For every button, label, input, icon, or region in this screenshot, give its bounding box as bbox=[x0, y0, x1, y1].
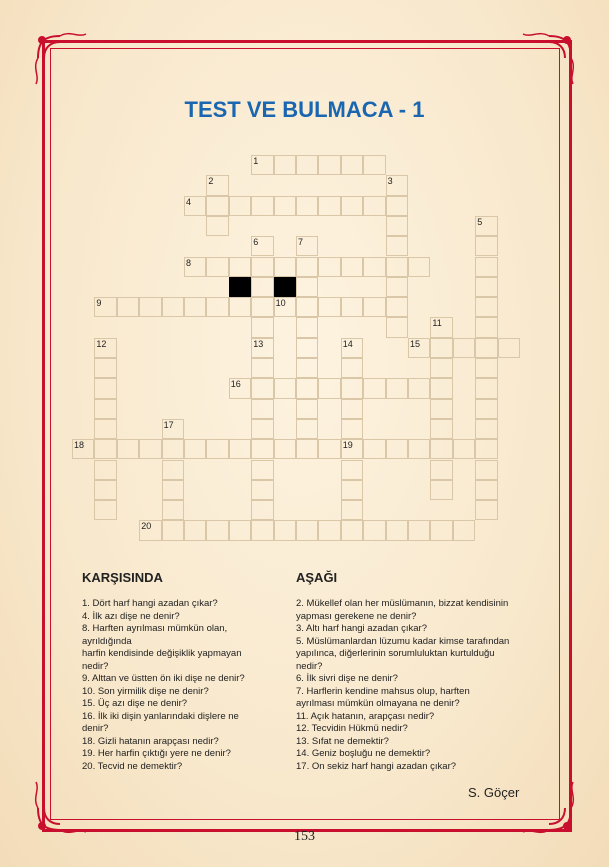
crossword-cell bbox=[251, 378, 273, 398]
crossword-cell bbox=[386, 439, 408, 459]
crossword-clue-number: 16 bbox=[230, 379, 241, 390]
clue-line: yapılınca, diğerlerinin sorumluluktan kurtulduğu bbox=[296, 648, 495, 659]
crossword-cell bbox=[430, 520, 452, 540]
crossword-cell bbox=[274, 520, 296, 540]
crossword-cell bbox=[475, 338, 497, 358]
across-header: KARŞISINDA bbox=[82, 570, 163, 585]
clue-line: nedir? bbox=[296, 660, 323, 672]
page-number: 153 bbox=[294, 829, 315, 844]
crossword-clue-number: 4 bbox=[186, 196, 192, 207]
crossword-cell bbox=[206, 257, 228, 277]
clue-line: ayrılması mümkün olmayana ne denir? bbox=[296, 698, 460, 709]
crossword-cell bbox=[94, 480, 116, 500]
crossword-cell bbox=[296, 297, 318, 317]
clue-line: 20. Tecvid ne demektir? bbox=[82, 760, 183, 772]
crossword-cell bbox=[363, 520, 385, 540]
crossword-cell bbox=[341, 460, 363, 480]
crossword-cell bbox=[318, 439, 340, 459]
crossword-cell bbox=[139, 439, 161, 459]
across-clues bbox=[82, 598, 245, 773]
crossword-clue-number: 17 bbox=[163, 419, 174, 430]
clue-line: 8. Harften ayrılması mümkün olan, bbox=[82, 623, 228, 634]
crossword-cell bbox=[274, 155, 296, 175]
clue-line: ayrıldığında bbox=[82, 635, 132, 647]
author-signature: S. Göçer bbox=[468, 785, 520, 800]
crossword-cell bbox=[296, 317, 318, 337]
crossword-cell bbox=[475, 419, 497, 439]
crossword-clue-number: 14 bbox=[342, 338, 353, 349]
clue-line: 18. Gizli hatanın arapçası nedir? bbox=[82, 735, 219, 747]
crossword-cell bbox=[386, 378, 408, 398]
clue-line: 15. Üç azı dişe ne denir? bbox=[82, 698, 188, 709]
crossword-cell bbox=[229, 439, 251, 459]
crossword-cell bbox=[296, 399, 318, 419]
clue-line: 17. On sekiz harf hangi azadan çıkar? bbox=[296, 760, 457, 772]
clue-line: 19. Her harfin çıktığı yere ne denir? bbox=[82, 748, 231, 759]
crossword-cell bbox=[475, 277, 497, 297]
crossword-cell bbox=[386, 236, 408, 256]
crossword-cell bbox=[296, 439, 318, 459]
crossword-cell bbox=[386, 196, 408, 216]
crossword-cell bbox=[341, 378, 363, 398]
crossword-cell bbox=[475, 460, 497, 480]
crossword-cell bbox=[318, 520, 340, 540]
crossword-cell bbox=[274, 378, 296, 398]
crossword-cell bbox=[318, 378, 340, 398]
crossword-cell bbox=[408, 257, 430, 277]
crossword-cell bbox=[184, 439, 206, 459]
crossword-cell bbox=[363, 439, 385, 459]
crossword-cell bbox=[363, 297, 385, 317]
clue-line: 7. Harflerin kendine mahsus olup, harften bbox=[296, 685, 470, 697]
crossword-cell bbox=[475, 500, 497, 520]
crossword-cell bbox=[229, 297, 251, 317]
crossword-cell bbox=[184, 297, 206, 317]
crossword-cell bbox=[94, 358, 116, 378]
crossword-cell bbox=[341, 155, 363, 175]
crossword-cell bbox=[251, 257, 273, 277]
crossword-cell bbox=[430, 399, 452, 419]
crossword-cell bbox=[430, 439, 452, 459]
crossword-cell bbox=[229, 520, 251, 540]
crossword-cell bbox=[318, 196, 340, 216]
crossword-cell bbox=[498, 338, 520, 358]
crossword-clue-number: 8 bbox=[186, 257, 192, 268]
crossword-cell bbox=[162, 500, 184, 520]
crossword-cell bbox=[94, 378, 116, 398]
crossword-cell bbox=[386, 257, 408, 277]
crossword-clue-number: 10 bbox=[275, 298, 286, 309]
crossword-cell bbox=[251, 460, 273, 480]
crossword-cell bbox=[363, 378, 385, 398]
crossword-cell bbox=[386, 297, 408, 317]
clue-line: 13. Sıfat ne demektir? bbox=[296, 735, 389, 747]
crossword-cell bbox=[453, 338, 475, 358]
crossword-cell bbox=[251, 277, 273, 297]
crossword-clue-number: 13 bbox=[253, 338, 264, 349]
crossword-cell bbox=[296, 338, 318, 358]
crossword-black-cell bbox=[229, 277, 251, 297]
crossword-cell bbox=[94, 419, 116, 439]
clue-line: 11. Açık hatanın, arapçası nedir? bbox=[296, 710, 435, 722]
crossword-cell bbox=[94, 439, 116, 459]
clue-line: 10. Son yirmilik dişe ne denir? bbox=[82, 685, 209, 697]
crossword-cell bbox=[341, 358, 363, 378]
crossword-cell bbox=[229, 196, 251, 216]
clue-line: 16. İlk iki dişin yanlarındaki dişlere ne bbox=[82, 710, 239, 722]
crossword-clue-number: 18 bbox=[74, 440, 85, 451]
clue-line: 3. Altı harf hangi azadan çıkar? bbox=[296, 623, 427, 634]
crossword-cell bbox=[251, 439, 273, 459]
crossword-cell bbox=[430, 338, 452, 358]
clue-line: harfin kendisinde değişiklik yapmayan bbox=[82, 648, 242, 659]
crossword-cell bbox=[94, 460, 116, 480]
clue-line: nedir? bbox=[82, 660, 109, 672]
crossword-clue-number: 12 bbox=[96, 338, 107, 349]
crossword-cell bbox=[117, 297, 139, 317]
crossword-clue-number: 15 bbox=[410, 338, 421, 349]
crossword-cell bbox=[251, 317, 273, 337]
crossword-cell bbox=[318, 257, 340, 277]
crossword-clue-number: 2 bbox=[208, 176, 214, 187]
crossword-cell bbox=[162, 480, 184, 500]
clue-line: 6. İlk sivri dişe ne denir? bbox=[296, 673, 398, 684]
crossword-cell bbox=[386, 520, 408, 540]
crossword-cell bbox=[251, 196, 273, 216]
crossword-cell bbox=[162, 439, 184, 459]
clue-line: 1. Dört harf hangi azadan çıkar? bbox=[82, 598, 218, 609]
crossword-cell bbox=[363, 257, 385, 277]
crossword-cell bbox=[229, 257, 251, 277]
crossword-cell bbox=[475, 317, 497, 337]
page-title: TEST VE BULMACA - 1 bbox=[184, 97, 425, 122]
crossword-cell bbox=[296, 277, 318, 297]
crossword-cell bbox=[162, 520, 184, 540]
crossword-cell bbox=[475, 236, 497, 256]
crossword-clue-number: 19 bbox=[342, 440, 353, 451]
crossword-cell bbox=[408, 439, 430, 459]
crossword-cell bbox=[341, 520, 363, 540]
crossword-cell bbox=[251, 480, 273, 500]
crossword-cell bbox=[296, 257, 318, 277]
ornament-corner-icon bbox=[519, 28, 579, 88]
crossword-cell bbox=[386, 216, 408, 236]
clue-line: 12. Tecvidin Hükmü nedir? bbox=[296, 723, 408, 734]
crossword-cell bbox=[251, 399, 273, 419]
crossword-clue-number: 3 bbox=[387, 176, 393, 187]
crossword-cell bbox=[251, 358, 273, 378]
ornament-corner-icon bbox=[30, 28, 90, 88]
crossword-clue-number: 7 bbox=[298, 237, 304, 248]
crossword-clue-number: 11 bbox=[432, 318, 442, 329]
crossword-cell bbox=[251, 520, 273, 540]
crossword-cell bbox=[341, 196, 363, 216]
crossword-cell bbox=[453, 439, 475, 459]
crossword-cell bbox=[184, 520, 206, 540]
down-clues bbox=[296, 598, 509, 773]
crossword-cell bbox=[274, 196, 296, 216]
crossword-cell bbox=[475, 399, 497, 419]
clue-line: yapması gerekene ne denir? bbox=[296, 610, 417, 622]
crossword-cell bbox=[341, 257, 363, 277]
crossword-cell bbox=[363, 196, 385, 216]
clue-line: 9. Alttan ve üstten ön iki dişe ne denir? bbox=[82, 673, 245, 684]
crossword-cell bbox=[206, 196, 228, 216]
crossword-cell bbox=[475, 257, 497, 277]
crossword-cell bbox=[206, 216, 228, 236]
crossword-cell bbox=[408, 378, 430, 398]
crossword-cell bbox=[251, 297, 273, 317]
crossword-cell bbox=[162, 297, 184, 317]
crossword-cell bbox=[296, 378, 318, 398]
crossword-clue-number: 5 bbox=[477, 216, 483, 227]
crossword-cell bbox=[386, 277, 408, 297]
clue-line: 5. Müslümanlardan lüzumu kadar kimse tarafından bbox=[296, 635, 510, 647]
crossword-cell bbox=[341, 419, 363, 439]
crossword-cell bbox=[274, 439, 296, 459]
crossword-cell bbox=[318, 155, 340, 175]
crossword-cell bbox=[341, 480, 363, 500]
crossword-cell bbox=[206, 520, 228, 540]
crossword-cell bbox=[475, 480, 497, 500]
crossword-cell bbox=[251, 500, 273, 520]
crossword-cell bbox=[430, 378, 452, 398]
clue-line: 2. Mükellef olan her müslümanın, bizzat kendisinin bbox=[296, 598, 509, 609]
crossword-cell bbox=[296, 358, 318, 378]
clue-line: 14. Geniz boşluğu ne demektir? bbox=[296, 748, 431, 759]
crossword-cell bbox=[251, 419, 273, 439]
crossword-cell bbox=[206, 439, 228, 459]
crossword-cell bbox=[296, 155, 318, 175]
crossword-cell bbox=[430, 460, 452, 480]
crossword-clue-number: 20 bbox=[141, 521, 152, 532]
down-header: AŞAĞI bbox=[296, 570, 338, 585]
crossword-cell bbox=[430, 358, 452, 378]
clue-line: denir? bbox=[82, 723, 109, 734]
crossword-cell bbox=[430, 419, 452, 439]
crossword-cell bbox=[117, 439, 139, 459]
crossword-clue-number: 1 bbox=[253, 156, 259, 166]
crossword-cell bbox=[296, 419, 318, 439]
crossword-cell bbox=[341, 399, 363, 419]
crossword-cell bbox=[94, 399, 116, 419]
crossword-cell bbox=[274, 257, 296, 277]
crossword-clue-number: 6 bbox=[253, 237, 259, 248]
crossword-cell bbox=[475, 439, 497, 459]
crossword-cell bbox=[430, 480, 452, 500]
crossword-cell bbox=[408, 520, 430, 540]
crossword-cell bbox=[139, 297, 161, 317]
crossword-cell bbox=[475, 378, 497, 398]
crossword-cell bbox=[475, 297, 497, 317]
crossword-clue-number: 9 bbox=[96, 298, 102, 309]
crossword-cell bbox=[475, 358, 497, 378]
clue-line: 4. İlk azı dişe ne denir? bbox=[82, 610, 180, 622]
crossword-cell bbox=[94, 500, 116, 520]
crossword-cell bbox=[162, 460, 184, 480]
crossword-cell bbox=[341, 500, 363, 520]
crossword-cell bbox=[296, 520, 318, 540]
crossword-cell bbox=[296, 196, 318, 216]
crossword-cell bbox=[386, 317, 408, 337]
crossword-cell bbox=[341, 297, 363, 317]
crossword-cell bbox=[318, 297, 340, 317]
crossword-cell bbox=[363, 155, 385, 175]
crossword-cell bbox=[206, 297, 228, 317]
crossword-black-cell bbox=[274, 277, 296, 297]
crossword-cell bbox=[453, 520, 475, 540]
